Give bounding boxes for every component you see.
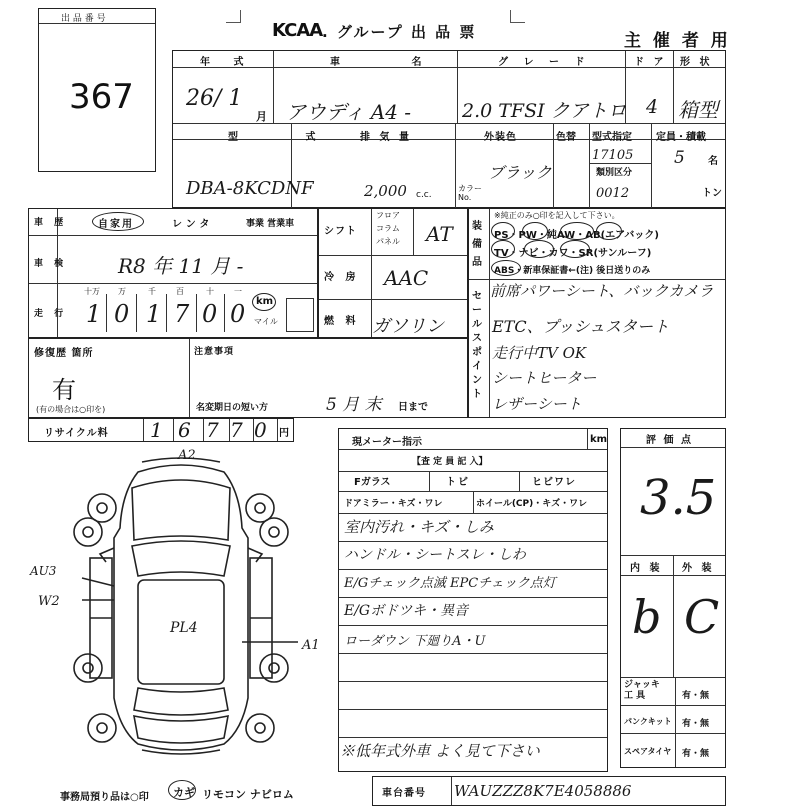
vin-value: WAUZZZ8K7E4058886: [454, 782, 632, 800]
corner-mark: [226, 10, 241, 23]
month-unit: 月: [256, 110, 267, 123]
brand-logo: KCAA: [272, 20, 323, 41]
puncture-label: パンクキット: [624, 717, 672, 726]
exterior-value: C: [684, 590, 720, 644]
jack-label: ジャッキ 工 具: [624, 680, 660, 701]
recycle-label: リサイクル料: [44, 428, 109, 439]
door-value: 4: [646, 96, 659, 118]
sales-point-4: シートヒーター: [492, 369, 597, 387]
grade-value: 2.0 TFSI クアトロ: [462, 100, 627, 122]
inspection-note-1: 室内汚れ・キズ・しみ: [344, 518, 494, 536]
lot-number-box: [38, 8, 156, 172]
ps-circle: [491, 222, 515, 240]
shift-label: シフト: [324, 226, 357, 237]
puncture-value: 有・無: [682, 719, 710, 729]
equipment-line1: PS・PW・純AW・AB(エアバック): [494, 230, 659, 241]
inspection-note-2: ハンドル・シートスレ・しわ: [344, 547, 526, 563]
equipment-label: 装 備 品: [472, 221, 482, 268]
fuel-label: 燃 料: [324, 316, 360, 327]
mileage-digits: 十万 万 千 百 十 一 1 0 1 7 0 0: [78, 284, 254, 336]
meter-label: 現メーター指示: [352, 437, 422, 448]
shape-label: 形 状: [680, 57, 713, 68]
vin-label: 車台番号: [382, 788, 426, 799]
fuel-value: ガソリン: [372, 316, 444, 337]
lot-number-label: 出 品 番 号: [61, 14, 106, 24]
wheel-label: ホイール(CP)・キズ・ワレ: [476, 499, 588, 509]
color-code-label: 色替: [556, 132, 576, 143]
equipment-note: ※純正のみ○印を記入して下さい。: [494, 211, 620, 220]
ab-circle: [596, 222, 622, 240]
type-spec-value: 17105: [592, 148, 634, 163]
recycle-unit: 円: [279, 428, 289, 439]
type-spec-label: 型式指定: [592, 132, 632, 143]
meter-unit: km: [590, 434, 608, 445]
organizer-label: 主 催 者 用: [624, 31, 731, 51]
shape-value: 箱型: [678, 98, 718, 122]
year-label: 年 式: [200, 57, 254, 68]
inspection-note-5: ローダウン 下廻りA・U: [344, 634, 486, 649]
inspection-note-3: E/Gチェック点滅 EPCチェック点灯: [344, 576, 556, 591]
car-name-label: 車 名: [330, 57, 456, 68]
shift-column: コラム: [376, 224, 400, 233]
mileage-stamp: [286, 298, 314, 332]
class-value: 0012: [596, 186, 630, 201]
equipment-line3: ABS・新車保証書←(注) 後日送りのみ: [494, 266, 651, 276]
history-rental: レンタ: [172, 219, 214, 230]
title-change-suffix: 日まで: [398, 402, 428, 413]
repair-note: (有の場合は○印を): [36, 405, 106, 414]
abs-circle: [491, 260, 521, 276]
shift-panel: パネル: [376, 237, 400, 246]
key-label: カギ: [173, 786, 195, 799]
grade-label: グ レ ー ド: [498, 57, 591, 68]
sheet-title: . グループ 出 品 票: [322, 23, 477, 41]
sales-points-label: セールスポイント: [472, 291, 482, 400]
spare-value: 有・無: [682, 749, 710, 759]
displacement-label: 排 気 量: [360, 132, 412, 143]
displacement-value: 2,000: [364, 182, 407, 200]
navi-circle: [524, 240, 554, 258]
footer-items: リモコン ナビロム: [202, 788, 294, 801]
equipment-line2: TV・ナビ・カワ・SR(サンルーフ): [494, 248, 652, 259]
inspection-label: 車 検: [34, 259, 68, 269]
sales-point-1: 前席パワーシート、バックカメラ: [490, 282, 714, 300]
glass-label: Fガラス: [354, 477, 391, 488]
damage-mark-a1: A1: [302, 638, 320, 653]
shift-floor: フロア: [376, 211, 400, 220]
color-label: 外装色: [484, 132, 517, 143]
history-business: 事業 営業車: [246, 219, 295, 229]
door-label: ド ア: [634, 57, 667, 68]
sales-point-3: 走行中TV OK: [492, 344, 587, 362]
car-name-value: アウディ A4 -: [286, 100, 412, 124]
year-value: 26/ 1: [186, 86, 243, 111]
ac-value: AAC: [384, 266, 429, 290]
damage-mark-pl4: PL4: [170, 620, 198, 636]
aw-circle: [560, 222, 594, 240]
damage-mark-a2: A2: [178, 448, 196, 463]
model-label: 型 式: [228, 132, 348, 143]
score-label: 評 価 点: [646, 435, 693, 446]
inspection-footer-note: ※低年式外車 よく見て下さい: [340, 742, 540, 760]
ac-label: 冷 房: [324, 272, 360, 283]
interior-value: b: [632, 590, 662, 644]
color-no-label: カラー No.: [458, 184, 482, 202]
tv-circle: [491, 240, 515, 258]
lot-number: 367: [69, 77, 134, 117]
interior-label: 内 装: [630, 563, 663, 574]
glass-crack: ヒビワレ: [532, 477, 576, 488]
km-label: km: [256, 296, 274, 307]
inspection-note-4: E/Gボドツキ・異音: [344, 603, 469, 619]
jack-value: 有・無: [682, 691, 710, 701]
score-value: 3.5: [640, 470, 717, 526]
inspector-label: 【査 定 員 記 入】: [412, 457, 488, 467]
capacity-value: 5: [674, 148, 685, 168]
sales-point-2: ETC、プッシュスタート: [492, 317, 670, 336]
car-damage-diagram: [28, 448, 334, 758]
color-value: ブラック: [488, 163, 552, 182]
mileage-label: 走 行: [34, 309, 68, 319]
repair-value: 有: [52, 376, 76, 404]
mirror-label: ドアミラー・キズ・ワレ: [344, 499, 443, 509]
sales-point-5: レザーシート: [492, 395, 582, 413]
ton-unit: トン: [702, 188, 722, 199]
damage-mark-w2: W2: [38, 594, 60, 609]
title-change-label: 名変期日の短い方: [196, 403, 269, 413]
history-private: 自家用: [98, 219, 134, 230]
office-label: 事務局預り品は○印: [60, 792, 149, 803]
repair-label: 修復歴 箇所: [34, 348, 94, 359]
inspection-value: R8 年 11 月 -: [118, 254, 244, 278]
mile-label: マイル: [254, 317, 278, 326]
class-label: 類別区分: [596, 168, 633, 178]
camera-circle: [560, 240, 590, 258]
glass-chip: トビ: [446, 477, 470, 488]
corner-mark: [510, 10, 525, 23]
shift-value: AT: [426, 222, 453, 246]
title-change-value: 5 月 末: [326, 395, 382, 415]
exterior-label: 外 装: [682, 563, 715, 574]
model-value: DBA-8KCDNF: [186, 178, 314, 199]
damage-mark-au3: AU3: [30, 564, 57, 578]
pw-circle: [522, 222, 548, 240]
caution-label: 注意事項: [194, 347, 235, 357]
spare-label: スペアタイヤ: [624, 747, 672, 756]
history-label: 車 歴: [34, 218, 68, 228]
capacity-unit: 名: [708, 156, 718, 167]
capacity-label: 定員・積載: [656, 132, 706, 143]
cc-unit: c.c.: [416, 190, 432, 200]
